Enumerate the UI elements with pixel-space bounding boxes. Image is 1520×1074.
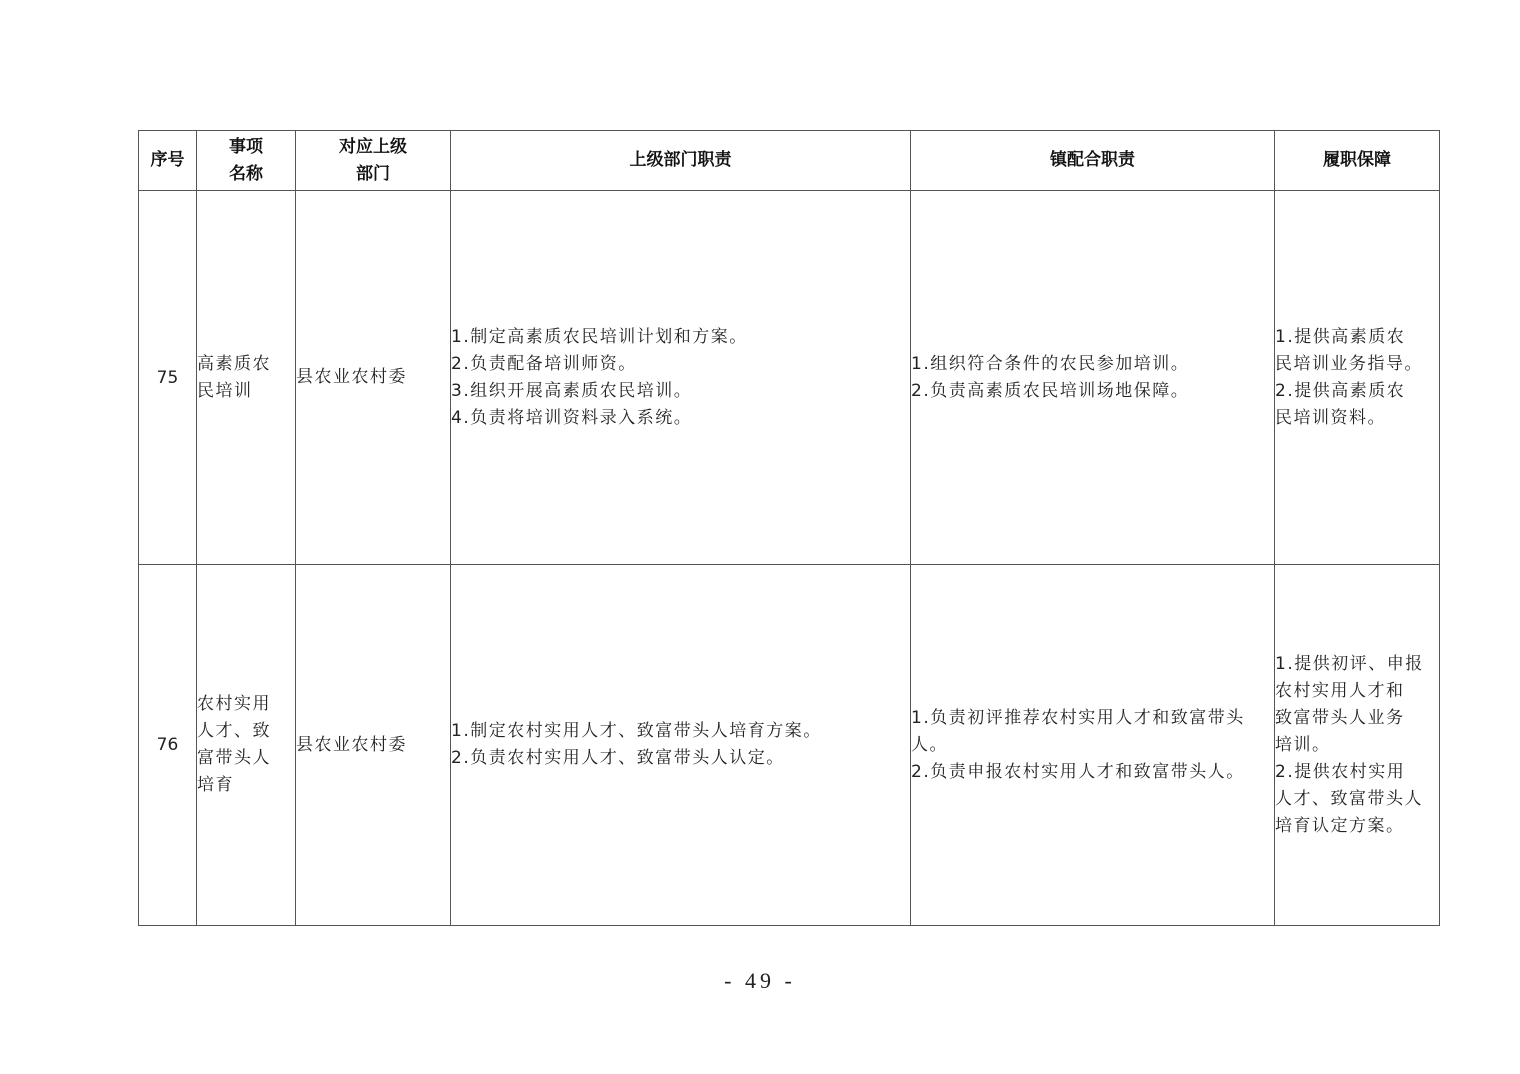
header-guarantee-label: 履职保障 — [1323, 150, 1391, 170]
table-row — [139, 191, 1440, 565]
town-duty-line: 1.负责初评推荐农村实用人才和致富带头 — [911, 707, 1245, 728]
item-name-line: 高素质农 — [197, 353, 271, 374]
row-item-name — [197, 191, 296, 565]
row-guarantee — [1275, 191, 1440, 565]
row-seq: 75 — [139, 191, 197, 565]
header-town-duty — [911, 131, 1275, 191]
header-upper-dept-line: 部门 — [356, 163, 390, 184]
row-item-name — [197, 565, 296, 926]
page-number: - 49 - — [724, 968, 796, 993]
item-name-line: 人才、致 — [197, 721, 271, 741]
table-header-row — [139, 131, 1440, 191]
guarantee-line: 2.提供高素质农 — [1275, 380, 1406, 401]
header-item-name — [197, 131, 296, 191]
row-upper-dept: 县农业农村委 — [296, 565, 451, 926]
item-name-line: 农村实用 — [197, 694, 271, 714]
guarantee-line: 培育认定方案。 — [1275, 815, 1405, 836]
header-upper-duty — [451, 131, 911, 191]
header-guarantee — [1275, 131, 1440, 191]
header-seq-label: 序号 — [150, 150, 185, 170]
upper-duty-line: 1.制定高素质农民培训计划和方案。 — [451, 326, 748, 347]
upper-duty-line: 2.负责农村实用人才、致富带头人认定。 — [451, 748, 785, 768]
upper-duty-line: 2.负责配备培训师资。 — [451, 353, 637, 374]
town-duty-line: 人。 — [911, 734, 948, 755]
row-upper-duty — [451, 565, 911, 926]
item-name-line: 富带头人 — [197, 748, 271, 768]
row-upper-duty — [451, 191, 911, 565]
town-duty-line: 2.负责申报农村实用人才和致富带头人。 — [911, 761, 1245, 782]
guarantee-line: 2.提供农村实用 — [1275, 761, 1406, 782]
row-town-duty — [911, 191, 1275, 565]
header-item-name-line: 事项 — [229, 136, 263, 157]
guarantee-line: 民培训业务指导。 — [1275, 353, 1423, 374]
guarantee-line: 民培训资料。 — [1275, 407, 1386, 428]
guarantee-line: 1.提供高素质农 — [1275, 326, 1406, 347]
guarantee-line: 培训。 — [1275, 734, 1331, 755]
row-upper-dept: 县农业农村委 — [296, 191, 451, 565]
header-town-duty-label: 镇配合职责 — [1050, 150, 1135, 170]
duty-table — [138, 130, 1440, 926]
row-town-duty — [911, 565, 1275, 926]
header-upper-duty-label: 上级部门职责 — [629, 150, 732, 170]
town-duty-line: 1.组织符合条件的农民参加培训。 — [911, 353, 1190, 374]
guarantee-line: 人才、致富带头人 — [1275, 788, 1423, 809]
upper-duty-line: 4.负责将培训资料录入系统。 — [451, 407, 693, 428]
item-name-line: 培育 — [197, 775, 234, 795]
guarantee-line: 农村实用人才和 — [1275, 680, 1405, 701]
upper-duty-line: 1.制定农村实用人才、致富带头人培育方案。 — [451, 721, 822, 741]
guarantee-line: 致富带头人业务 — [1275, 707, 1405, 728]
row-guarantee — [1275, 565, 1440, 926]
header-upper-dept-line: 对应上级 — [339, 136, 407, 157]
row-seq: 76 — [139, 565, 197, 926]
header-seq — [139, 131, 197, 191]
header-item-name-line: 名称 — [229, 163, 263, 184]
town-duty-line: 2.负责高素质农民培训场地保障。 — [911, 380, 1190, 401]
table-row — [139, 565, 1440, 926]
item-name-line: 民培训 — [197, 380, 253, 401]
header-upper-dept — [296, 131, 451, 191]
upper-duty-line: 3.组织开展高素质农民培训。 — [451, 380, 693, 401]
guarantee-line: 1.提供初评、申报 — [1275, 653, 1424, 674]
